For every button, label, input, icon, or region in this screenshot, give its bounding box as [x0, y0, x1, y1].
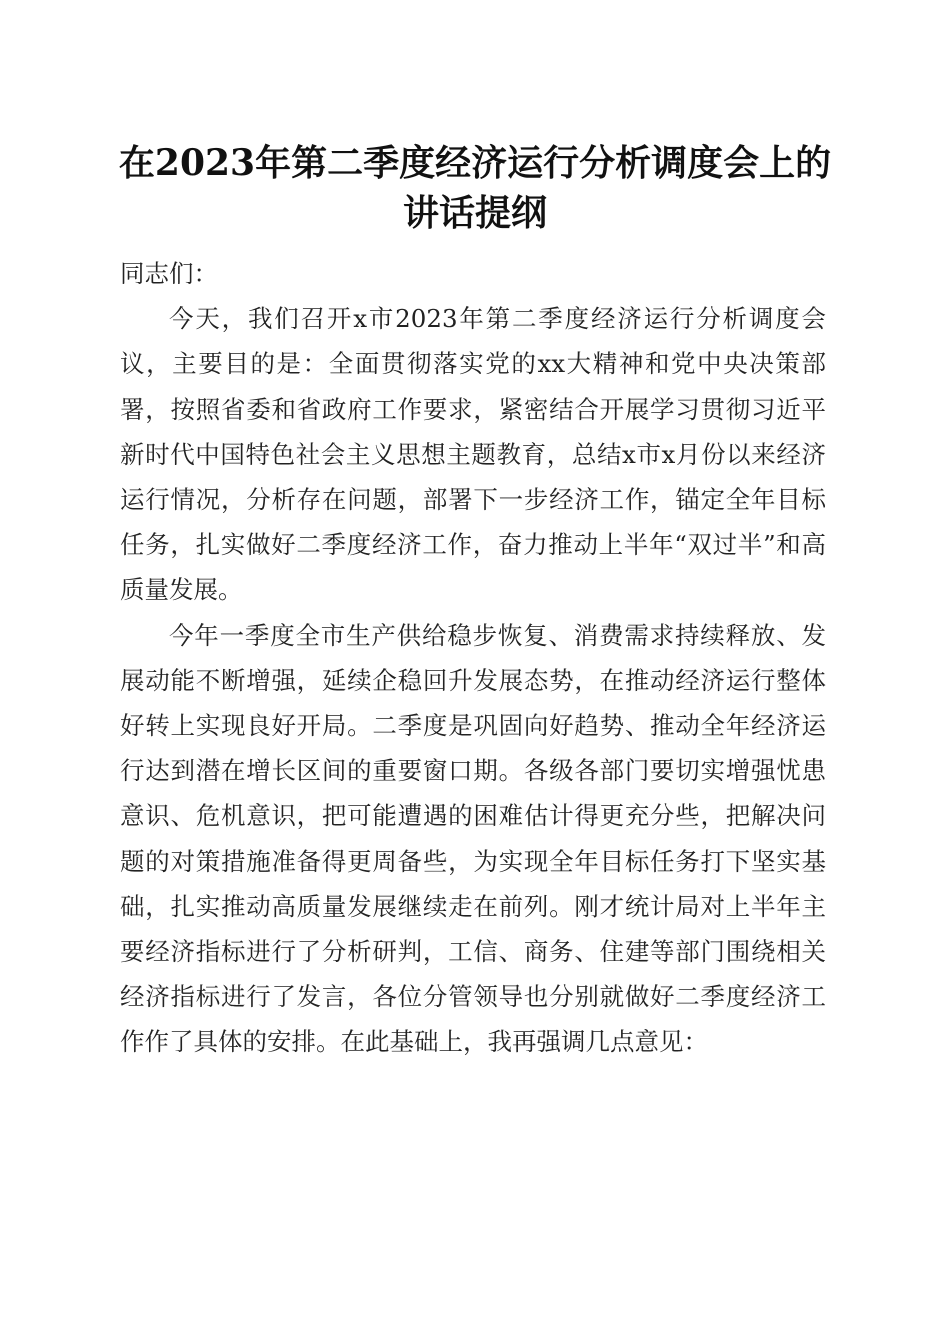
title-line-1: 在2023年第二季度经济运行分析调度会上的	[118, 142, 832, 184]
document-body	[120, 251, 826, 1065]
title-line-2: 讲话提纲	[402, 192, 547, 234]
paragraph-first-quarter-review: 今年一季度全市生产供给稳步恢复、消费需求持续释放、发展动能不断增强，延续企稳回升发展态势，在推动经济运行整体好转上实现良好开局。二季度是巩固向好趋势、推动全年经济运行达到潜在增长区间的重要窗口期。各级各部门要切实增强忧患意识、危机意识，把可能遭遇的困难估计得更充分些，把解决问题的对策措施准备得更周备些，为实现全年目标任务打下坚实基础，扎实推动高质量发展继续走在前列。刚才统计局对上半年主要经济指标进行了分析研判，工信、商务、住建等部门围绕相关经济指标进行了发言，各位分管领导也分别就做好二季度经济工作作了具体的安排。在此基础上，我再强调几点意见：	[120, 620, 826, 1057]
document-title	[100, 138, 850, 238]
salutation: 同志们：	[120, 259, 218, 288]
paragraph-opening: 今天，我们召开x市2023年第二季度经济运行分析调度会议，主要目的是：全面贯彻落实党的xx大精神和党中央决策部署，按照省委和省政府工作要求，紧密结合开展学习贯彻习近平新时代中国特色社会主义思想主题教育，总结x市x月份以来经济运行情况，分析存在问题，部署下一步经济工作，锚定全年目标任务，扎实做好二季度经济工作，奋力推动上半年“双过半”和高质量发展。	[120, 304, 826, 605]
